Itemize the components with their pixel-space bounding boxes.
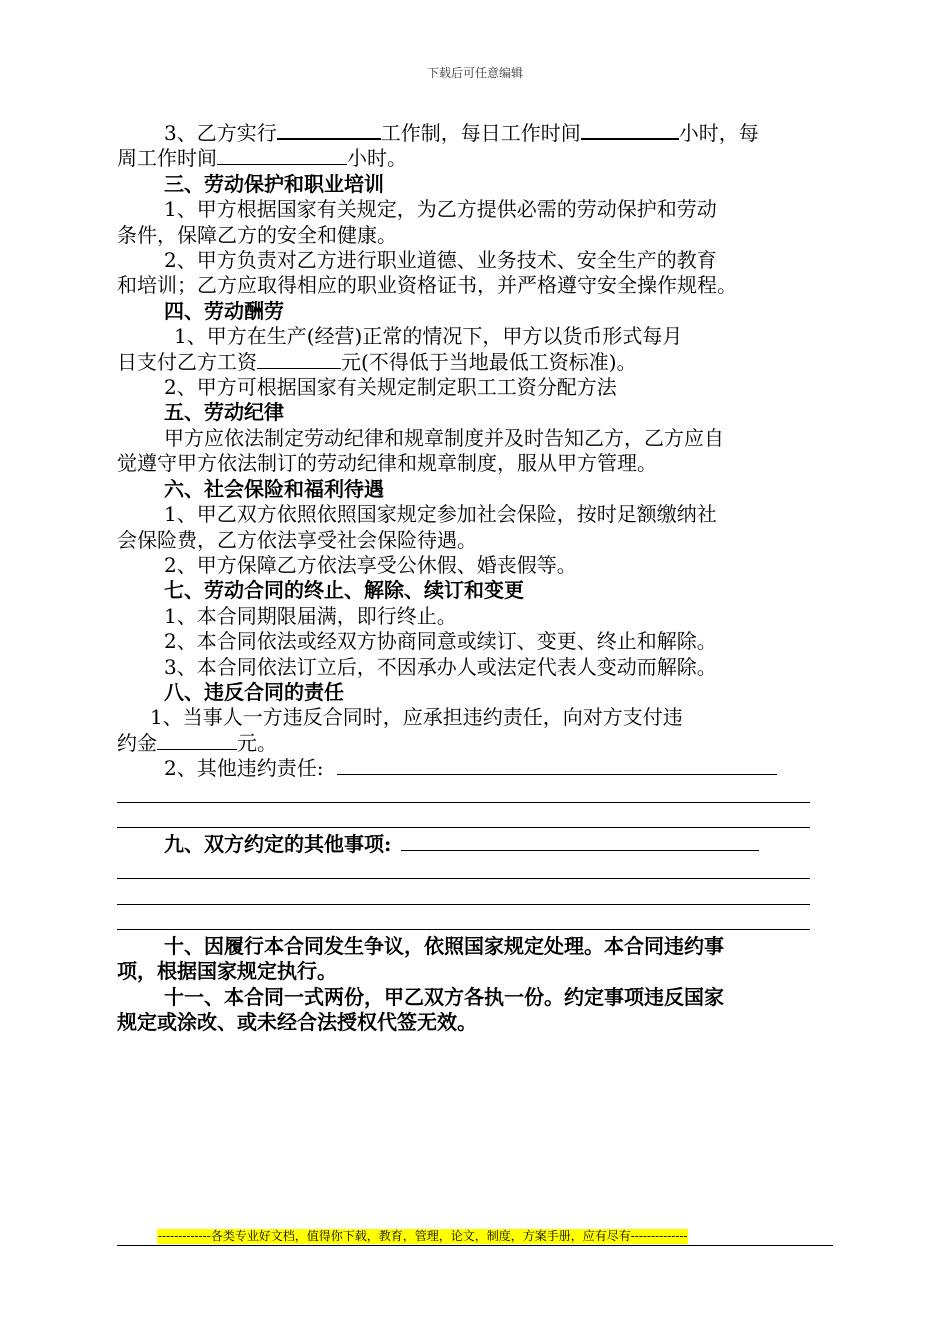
paragraph: 1、当事人一方违反合同时，应承担违约责任，向对方支付违 — [150, 705, 683, 730]
other-liability-blank[interactable] — [337, 756, 777, 775]
section-9-heading: 九、双方约定的其他事项: — [164, 832, 392, 857]
work-hours-line-1 — [117, 120, 834, 146]
work-hours-line-2 — [117, 146, 834, 171]
fill-rule[interactable] — [117, 883, 834, 908]
paragraph: 1、甲乙双方依照依照国家规定参加社会保险，按时足额缴纳社 — [164, 502, 717, 527]
paragraph: 条件，保障乙方的安全和健康。 — [117, 222, 397, 247]
other-liability-line — [117, 756, 834, 781]
text: 小时，每 — [678, 121, 759, 145]
section-6-heading: 六、社会保险和福利待遇 — [164, 476, 384, 501]
footer-divider — [117, 1245, 833, 1246]
text: 小时。 — [347, 146, 407, 171]
fill-rule[interactable] — [117, 858, 834, 883]
text: 元(不得低于当地最低工资标准)。 — [341, 349, 637, 374]
work-system-blank[interactable] — [277, 120, 381, 140]
paragraph: 1、甲方根据国家有关规定，为乙方提供必需的劳动保护和劳动 — [164, 197, 717, 222]
paragraph: 甲方应依法制定劳动纪律和规章制度并及时告知乙方，乙方应自 — [164, 425, 724, 450]
section-10-text: 十、因履行本合同发生争议，依照国家规定处理。本合同违约事 — [164, 933, 724, 958]
other-matters-blank[interactable] — [401, 832, 759, 851]
page-header: 下载后可任意编辑 — [426, 66, 523, 80]
section-11-text: 规定或涂改、或未经合法授权代签无效。 — [117, 1010, 477, 1035]
text: 元。 — [237, 730, 277, 755]
section-11-text: 十一、本合同一式两份，甲乙双方各执一份。约定事项违反国家 — [164, 984, 724, 1009]
text: 3、乙方实行 — [164, 121, 277, 145]
paragraph: 2、甲方可根据国家有关规定制定职工工资分配方法 — [164, 375, 617, 400]
text: 2、其他违约责任: — [164, 756, 324, 781]
section-7-heading: 七、劳动合同的终止、解除、续订和变更 — [164, 578, 524, 603]
section-4-heading: 四、劳动酬劳 — [164, 298, 284, 323]
text: 工作制，每日工作时间 — [380, 121, 581, 145]
daily-hours-blank[interactable] — [581, 120, 679, 140]
section-8-heading: 八、违反合同的责任 — [164, 679, 344, 704]
weekly-hours-blank[interactable] — [217, 146, 347, 165]
penalty-line — [117, 731, 834, 756]
paragraph: 会保险费，乙方依法享受社会保险待遇。 — [117, 527, 477, 552]
paragraph: 1、甲方在生产(经营)正常的情况下，甲方以货币形式每月 — [174, 324, 683, 349]
penalty-amount-blank[interactable] — [157, 731, 237, 750]
paragraph: 2、本合同依法或经双方协商同意或续订、变更、终止和解除。 — [164, 629, 717, 654]
section-9-line — [117, 832, 834, 857]
fill-rule[interactable] — [117, 782, 834, 807]
text: 周工作时间 — [117, 146, 217, 171]
text: 日支付乙方工资 — [117, 349, 257, 374]
fill-rule[interactable] — [117, 807, 834, 832]
salary-line — [117, 350, 834, 375]
paragraph: 2、甲方保障乙方依法享受公休假、婚丧假等。 — [164, 552, 577, 577]
section-5-heading: 五、劳动纪律 — [164, 400, 284, 425]
section-10-text: 项，根据国家规定执行。 — [117, 959, 337, 984]
document-body — [117, 120, 834, 1036]
paragraph: 2、甲方负责对乙方进行职业道德、业务技术、安全生产的教育 — [164, 248, 717, 273]
fill-rule[interactable] — [117, 909, 834, 934]
salary-blank[interactable] — [257, 350, 341, 369]
paragraph: 3、本合同依法订立后，不因承办人或法定代表人变动而解除。 — [164, 654, 717, 679]
footer-banner: -------------各类专业好文档，值得你下载，教育，管理，论文，制度，方案手册，应有尽有-------------- — [158, 1229, 688, 1243]
section-3-heading: 三、劳动保护和职业培训 — [164, 171, 384, 196]
paragraph: 觉遵守甲方依法制订的劳动纪律和规章制度，服从甲方管理。 — [117, 451, 657, 476]
paragraph: 1、本合同期限届满，即行终止。 — [164, 603, 457, 628]
text: 约金 — [117, 730, 157, 755]
paragraph: 和培训；乙方应取得相应的职业资格证书，并严格遵守安全操作规程。 — [117, 273, 737, 298]
